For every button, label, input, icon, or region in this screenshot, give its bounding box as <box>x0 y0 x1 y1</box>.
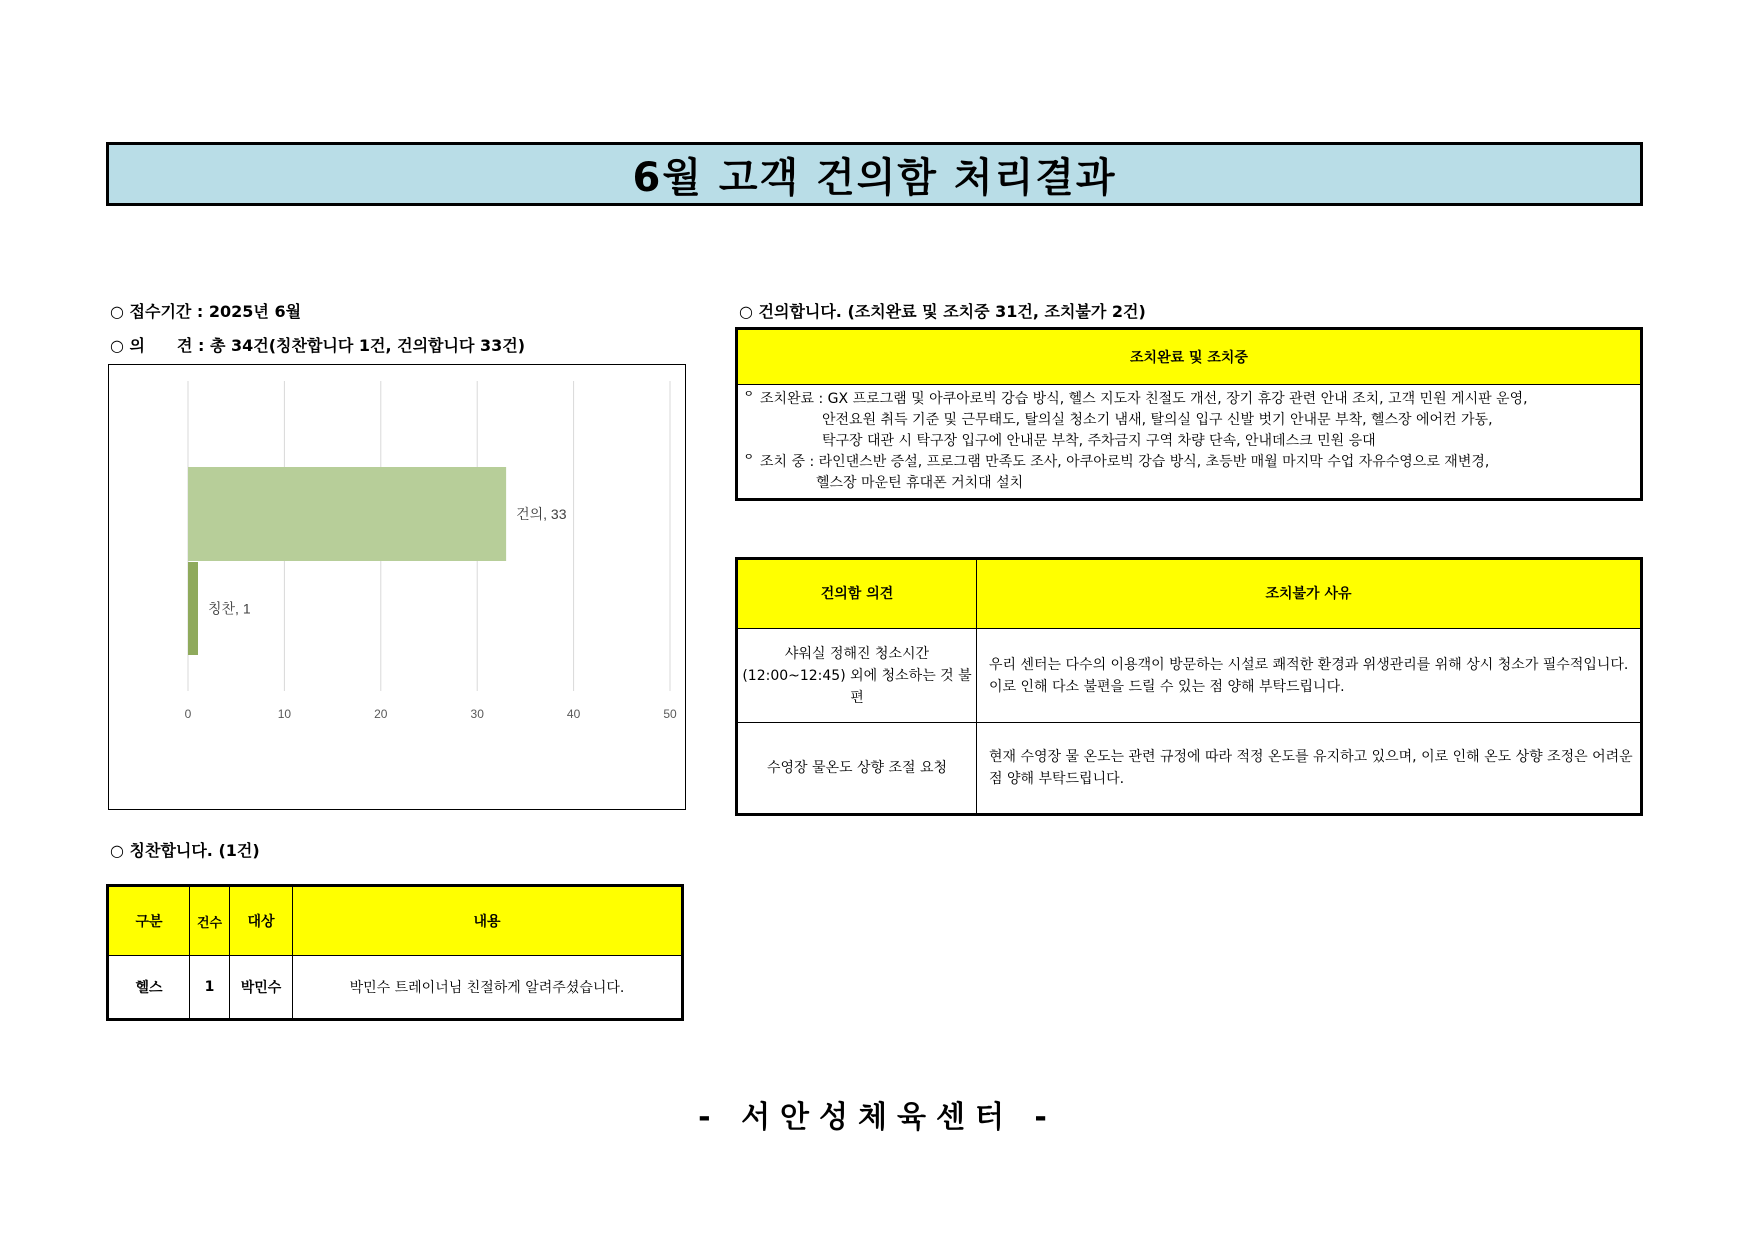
praise-col-category: 구분 <box>108 886 190 956</box>
praise-table <box>106 884 684 1021</box>
period-heading: ○ 접수기간 : 2025년 6월 <box>110 302 302 321</box>
bar-data-label: 건의, 33 <box>516 506 567 522</box>
opinion-chart <box>108 364 686 810</box>
praise-category: 헬스 <box>108 956 190 1020</box>
praise-col-count: 건수 <box>190 886 230 956</box>
action-line: 헬스장 마운틴 휴대폰 거치대 설치 <box>816 475 1024 491</box>
action-status-body <box>737 385 1642 500</box>
action-line: 안전요원 취득 기준 및 근무태도, 탈의실 청소기 냄새, 탈의실 입구 신발 벗기 안내문 부착, 헬스장 에어컨 가동, <box>822 412 1493 428</box>
impossible-reason: 우리 센터는 다수의 이용객이 방문하는 시설로 쾌적한 환경과 위생관리를 위해 상시 청소가 필수적입니다. 이로 인해 다소 불편을 드릴 수 있는 점 양해 부탁드립니다. <box>977 629 1642 723</box>
impossible-col-opinion: 건의함 의견 <box>737 559 977 629</box>
praise-heading: ○ 칭찬합니다. (1건) <box>110 841 260 860</box>
page-title: 6월 고객 건의함 처리결과 <box>632 154 1117 201</box>
action-status-header: 조치완료 및 조치중 <box>737 329 1642 385</box>
praise-count: 1 <box>190 956 230 1020</box>
action-line: ᄋ 조치완료 : GX 프로그램 및 아쿠아로빅 강습 방식, 헬스 지도자 친절도 개선, 장기 휴강 관련 안내 조치, 고객 민원 게시판 운영, <box>742 391 1528 407</box>
praise-target: 박민수 <box>230 956 293 1020</box>
praise-col-target: 대상 <box>230 886 293 956</box>
x-tick-label: 40 <box>566 707 581 721</box>
action-line: ᄋ 조치 중 : 라인댄스반 증설, 프로그램 만족도 조사, 아쿠아로빅 강습 방식, 초등반 매월 마지막 수업 자유수영으로 재변경, <box>742 454 1490 470</box>
x-tick-label: 10 <box>277 707 292 721</box>
x-tick-label: 0 <box>184 707 192 721</box>
impossible-col-reason: 조치불가 사유 <box>977 559 1642 629</box>
action-line: 탁구장 대관 시 탁구장 입구에 안내문 부착, 주차금지 구역 차량 단속, 안내데스크 민원 응대 <box>822 433 1376 449</box>
action-status-table <box>735 327 1643 501</box>
praise-content: 박민수 트레이너님 친절하게 알려주셨습니다. <box>293 956 683 1020</box>
suggest-heading: ○ 건의합니다. (조치완료 및 조치중 31건, 조치불가 2건) <box>739 302 1146 321</box>
bar-data-label: 칭찬, 1 <box>208 600 251 617</box>
footer-org-name: - 서안성체육센터 - <box>698 1100 1057 1135</box>
page-title-box <box>106 142 1643 206</box>
impossible-reason: 현재 수영장 물 온도는 관련 규정에 따라 적정 온도를 유지하고 있으며, 이로 인해 온도 상향 조정은 어려운 점 양해 부탁드립니다. <box>977 723 1642 815</box>
impossible-opinion: 샤워실 정해진 청소시간 (12:00~12:45) 외에 청소하는 것 불편 <box>737 629 977 723</box>
x-tick-label: 30 <box>470 707 484 721</box>
impossible-table <box>735 557 1643 816</box>
x-tick-label: 50 <box>663 707 677 721</box>
praise-col-content: 내용 <box>293 886 683 956</box>
x-tick-label: 20 <box>374 707 388 721</box>
bar-건의 <box>188 467 506 561</box>
impossible-opinion: 수영장 물온도 상향 조절 요청 <box>737 723 977 815</box>
opinion-bar-chart <box>109 365 685 809</box>
opinion-heading: ○ 의 견 : 총 34건(칭찬합니다 1건, 건의합니다 33건) <box>110 336 526 355</box>
bar-칭찬 <box>188 562 198 655</box>
